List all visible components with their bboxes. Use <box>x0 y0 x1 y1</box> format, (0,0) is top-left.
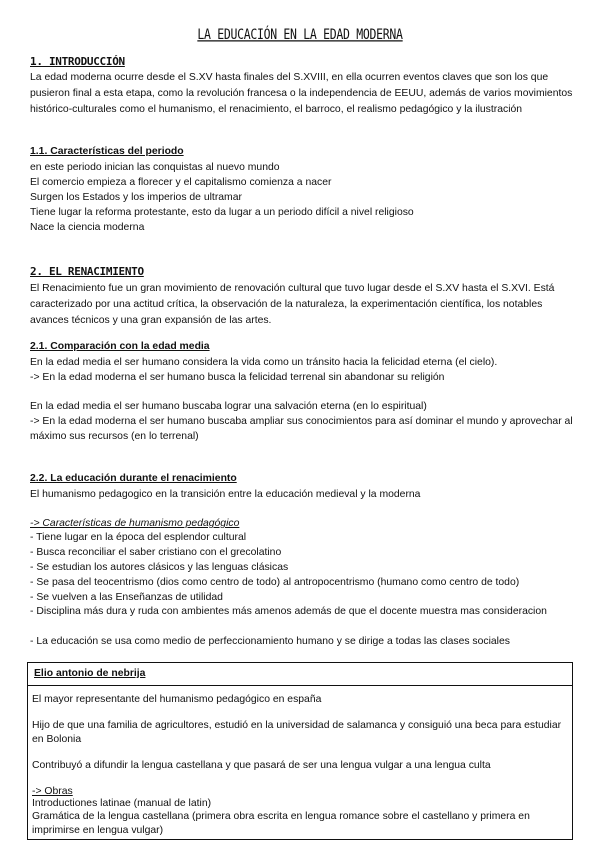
box-paragraph: El mayor representante del humanismo pedagógico en españa <box>32 694 322 705</box>
feature-item: - Disciplina más dura y ruda con ambientes más amenos además de que el docente muestra mas consideracion <box>30 606 547 617</box>
page-title: LA EDUCACIÓN EN LA EDAD MODERNA <box>197 25 403 43</box>
box-paragraph: Contribuyó a difundir la lengua castellana y que pasará de ser una lengua vulgar a una lengua culta <box>32 760 491 771</box>
comparison-line: En la edad media el ser humano buscaba lograr una salvación eterna (en lo espiritual) <box>30 401 427 412</box>
section-2-1-heading: 2.1. Comparación con la edad media <box>30 341 210 352</box>
list-item: en este periodo inician las conquistas al nuevo mundo <box>30 162 280 173</box>
features-heading: -> Características de humanismo pedagógico <box>30 518 240 529</box>
comparison-line: -> En la edad moderna el ser humano buscaba ampliar sus conocimientos para así dominar el mundo y aprovechar al máximo sus recursos (en lo terrenal) <box>30 416 573 442</box>
obras-heading: -> Obras <box>32 786 73 797</box>
obra-item: Gramática de la lengua castellana (primera obra escrita en lengua romance sobre el castellano y primera en imprimirse en lengua vulgar) <box>32 811 530 836</box>
list-item: Nace la ciencia moderna <box>30 222 145 233</box>
feature-item: - Se vuelven a las Enseñanzas de utilidad <box>30 592 223 603</box>
comparison-line: -> En la edad moderna el ser humano busca la felicidad terrenal sin abandonar su religión <box>30 372 445 383</box>
feature-item: - Se pasa del teocentrismo (dios como centro de todo) al antropocentrismo (humano como centro de todo) <box>30 577 520 588</box>
section-1-heading: 1. INTRODUCCIÓN <box>30 55 125 68</box>
feature-item: - Busca reconciliar el saber cristiano con el grecolatino <box>30 547 282 558</box>
feature-item: - Se estudian los autores clásicos y las lenguas clásicas <box>30 562 289 573</box>
feature-item: - La educación se usa como medio de perfeccionamiento humano y se dirige a todas las clases sociales <box>30 636 510 647</box>
box-paragraph: Hijo de que una familia de agricultores, estudió en la universidad de salamanca y consiguió una beca para estudiar en Bolonia <box>32 720 562 745</box>
nebrija-box-heading: Elio antonio de nebrija <box>34 668 146 679</box>
section-2-paragraph: El Renacimiento fue un gran movimiento de renovación cultural que tuvo lugar desde el S.XV hasta el S.XVI. Está caracterizado por una actitud crítica, la observación de la naturaleza, la experimentación científica, los notables avances técnicos y una gran expansión de las artes. <box>30 283 555 326</box>
section-1-1-heading: 1.1. Características del periodo <box>30 146 184 157</box>
comparison-line: En la edad media el ser humano considera la vida como un tránsito hacia la felicidad eterna (el cielo). <box>30 357 498 368</box>
list-item: Surgen los Estados y los imperios de ultramar <box>30 192 242 203</box>
nebrija-box-header <box>28 663 572 686</box>
obra-item: Introductiones latinae (manual de latin) <box>32 798 212 809</box>
section-1-paragraph: La edad moderna ocurre desde el S.XV hasta finales del S.XVIII, en ella ocurren eventos claves que son los que pusieron final a esta etapa, como la revolución francesa o la independencia de EEUU, además de varios movimientos histórico-culturales como el humanismo, el renacimiento, el barroco, el realismo pedagógico y la ilustración <box>30 72 573 115</box>
section-2-2-heading: 2.2. La educación durante el renacimiento <box>30 473 237 484</box>
section-2-heading: 2. EL RENACIMIENTO <box>30 265 144 278</box>
list-item: Tiene lugar la reforma protestante, esto da lugar a un periodo difícil a nivel religioso <box>30 207 414 218</box>
section-2-2-intro: El humanismo pedagogico en la transición entre la educación medieval y la moderna <box>30 489 421 500</box>
list-item: El comercio empieza a florecer y el capitalismo comienza a nacer <box>30 177 332 188</box>
feature-item: - Tiene lugar en la época del esplendor cultural <box>30 532 247 543</box>
